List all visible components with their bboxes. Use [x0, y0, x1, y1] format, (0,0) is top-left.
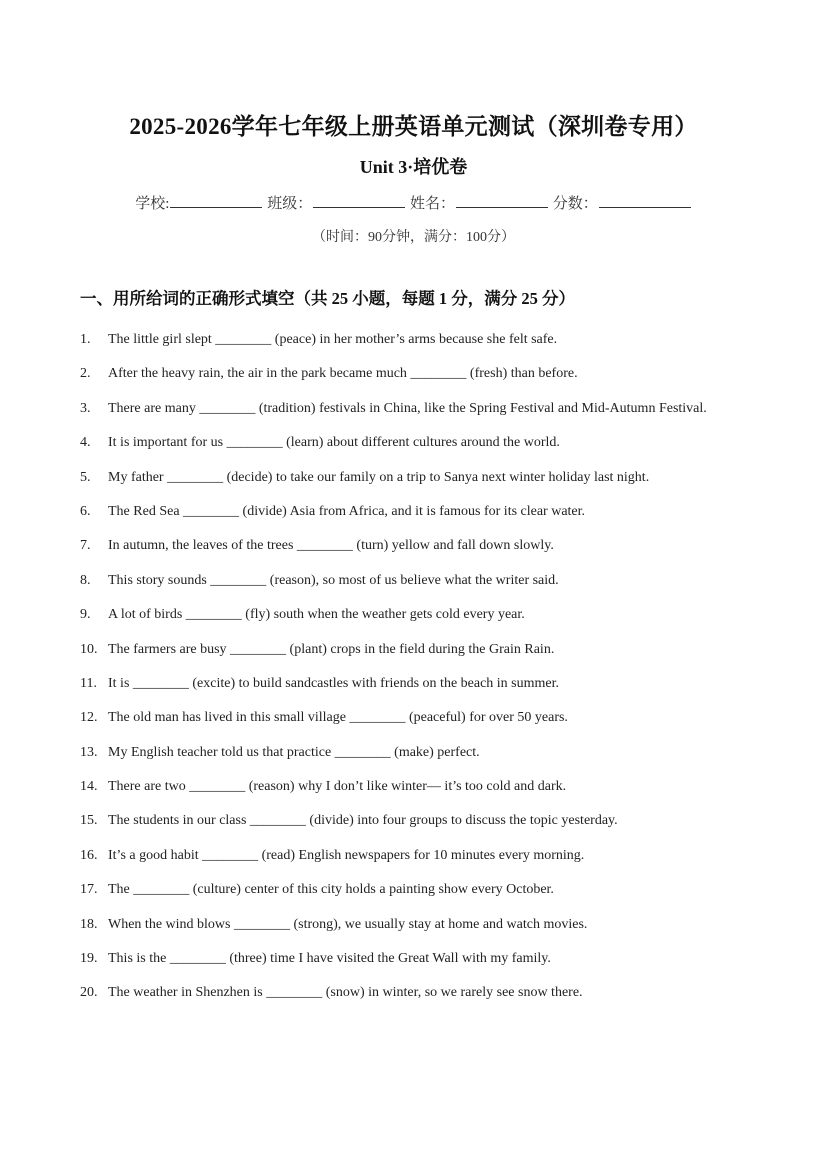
question-text: This story sounds ________ (reason), so most of us believe what the writer said. — [108, 572, 559, 588]
section-heading: 一、用所给词的正确形式填空（共 25 小题，每题 1 分，满分 25 分） — [80, 289, 575, 308]
question-number: 17. — [80, 882, 98, 898]
question-text: My father ________ (decide) to take our family on a trip to Sanya next winter holiday last night. — [108, 469, 650, 485]
question-number: 14. — [80, 779, 98, 795]
question-text: The farmers are busy ________ (plant) crops in the field during the Grain Rain. — [108, 641, 555, 657]
question-text: This is the ________ (three) time I have visited the Great Wall with my family. — [108, 951, 551, 967]
question-item — [80, 912, 730, 938]
score-label: 分数： — [552, 196, 598, 212]
question-text: The Red Sea ________ (divide) Asia from Africa, and it is famous for its clear water. — [108, 503, 586, 519]
student-info-line — [0, 192, 827, 213]
question-number: 1. — [80, 332, 91, 347]
question-item — [80, 430, 730, 456]
question-item — [80, 671, 730, 697]
score-blank — [599, 193, 691, 208]
question-text: In autumn, the leaves of the trees ________ (turn) yellow and fall down slowly. — [108, 538, 554, 554]
question-number: 9. — [80, 607, 91, 623]
question-text: The little girl slept ________ (peace) in her mother’s arms because she felt safe. — [108, 332, 558, 347]
question-number: 18. — [80, 916, 98, 932]
question-item — [80, 499, 730, 525]
question-list — [80, 327, 730, 1015]
question-number: 4. — [80, 435, 91, 451]
question-number: 12. — [80, 710, 98, 726]
question-number: 3. — [80, 400, 91, 416]
question-text: The weather in Shenzhen is ________ (snow) in winter, so we rarely see snow there. — [108, 985, 583, 1001]
question-number: 10. — [80, 641, 98, 657]
question-item — [80, 980, 730, 1006]
question-item — [80, 946, 730, 972]
question-number: 11. — [80, 675, 97, 691]
question-text: It is important for us ________ (learn) about different cultures around the world. — [108, 435, 560, 451]
exam-title: 2025-2026学年七年级上册英语单元测试（深圳卷专用） — [129, 114, 698, 139]
question-text: The old man has lived in this small village ________ (peaceful) for over 50 years. — [108, 710, 568, 726]
school-label: 学校: — [135, 196, 170, 212]
name-blank — [456, 193, 548, 208]
time-info: （时间：90分钟，满分：100分） — [312, 230, 515, 245]
question-text: After the heavy rain, the air in the park became much ________ (fresh) than before. — [108, 366, 578, 382]
question-number: 6. — [80, 503, 91, 519]
question-item — [80, 740, 730, 766]
question-item — [80, 396, 730, 422]
question-item — [80, 327, 730, 353]
question-text: A lot of birds ________ (fly) south when the weather gets cold every year. — [108, 607, 525, 623]
question-number: 13. — [80, 744, 98, 760]
question-text: When the wind blows ________ (strong), we usually stay at home and watch movies. — [108, 916, 588, 932]
question-item — [80, 361, 730, 387]
question-item — [80, 533, 730, 559]
school-blank — [170, 193, 262, 208]
question-number: 16. — [80, 847, 98, 863]
question-item — [80, 808, 730, 834]
class-label: 班级： — [267, 196, 313, 212]
question-text: The ________ (culture) center of this city holds a painting show every October. — [108, 882, 554, 898]
question-text: There are two ________ (reason) why I don’t like winter— it’s too cold and dark. — [108, 779, 567, 795]
question-number: 8. — [80, 572, 91, 588]
question-text: It’s a good habit ________ (read) English newspapers for 10 minutes every morning. — [108, 847, 585, 863]
question-item — [80, 568, 730, 594]
question-item — [80, 465, 730, 491]
question-number: 15. — [80, 813, 98, 829]
question-item — [80, 637, 730, 663]
question-item — [80, 705, 730, 731]
question-item — [80, 843, 730, 869]
question-text: My English teacher told us that practice ________ (make) perfect. — [108, 744, 480, 760]
question-number: 5. — [80, 469, 91, 485]
question-number: 19. — [80, 951, 98, 967]
name-label: 姓名： — [409, 196, 455, 212]
question-text: The students in our class ________ (divide) into four groups to discuss the topic yesterday. — [108, 813, 618, 829]
question-text: It is ________ (excite) to build sandcastles with friends on the beach in summer. — [108, 675, 560, 691]
question-number: 20. — [80, 985, 98, 1001]
question-item — [80, 774, 730, 800]
question-number: 7. — [80, 538, 91, 554]
question-item — [80, 877, 730, 903]
class-blank — [313, 193, 405, 208]
exam-subtitle: Unit 3·培优卷 — [359, 157, 468, 177]
question-text: There are many ________ (tradition) festivals in China, like the Spring Festival and Mid-Autumn Festival. — [108, 400, 707, 416]
question-number: 2. — [80, 366, 91, 382]
question-item — [80, 602, 730, 628]
